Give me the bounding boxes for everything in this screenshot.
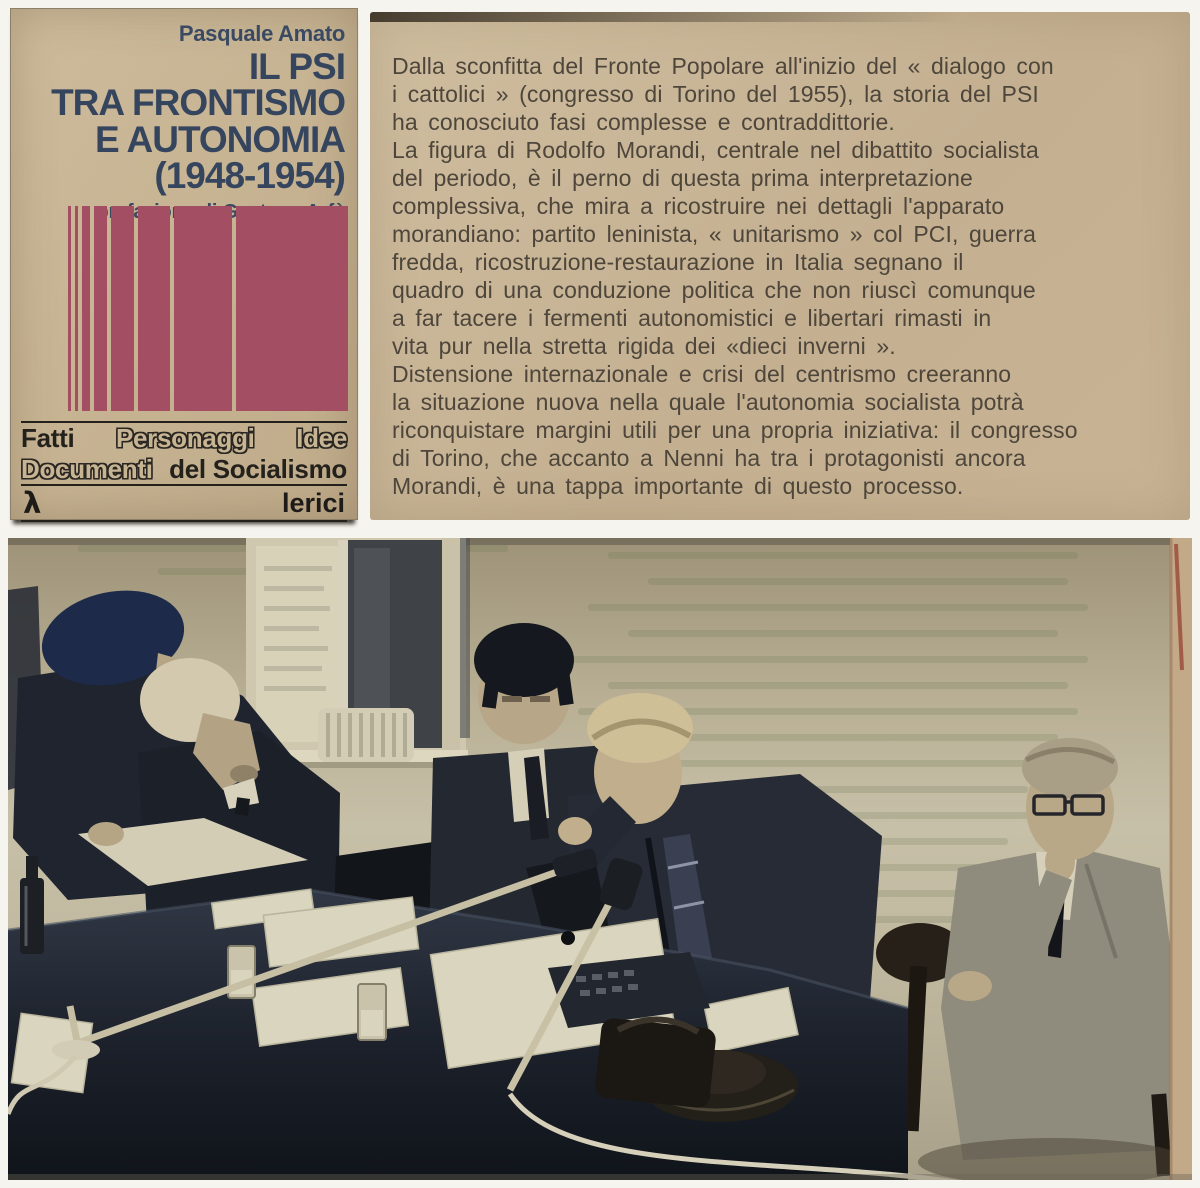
bar [138, 206, 170, 411]
series-label-documenti: Documenti [21, 453, 153, 484]
blurb-line: fredda, ricostruzione-restaurazione in Italia segnano il [392, 249, 964, 275]
blurb-line: riconquistare margini utili per una propria iniziativa: il congresso [392, 417, 1078, 443]
cover-series-footer [21, 421, 347, 522]
back-cover-blurb [370, 12, 1190, 520]
bar [111, 206, 134, 411]
page-edge [1170, 538, 1192, 1180]
bar [236, 206, 348, 411]
bag [594, 1017, 717, 1109]
blurb-line: i cattolici » (congresso di Torino del 1955), la storia del PSI [392, 81, 1039, 107]
blurb-line: La figura di Rodolfo Morandi, centrale nel dibattito socialista [392, 137, 1039, 163]
cover-title-line-1: IL PSI [248, 46, 345, 87]
blurb-line: complessiva, che mira a ricostruire nei dettagli l'apparato [392, 193, 1005, 219]
bar [82, 206, 90, 411]
bar [174, 206, 232, 411]
series-label-idee: Idee [296, 423, 347, 453]
blurb-line: del periodo, è il perno di questa prima interpretazione [392, 165, 973, 191]
radiator [318, 708, 414, 762]
publisher-row [21, 486, 347, 520]
blurb-line: ha conosciuto fasi complesse e contraddittorie. [392, 109, 895, 135]
blurb-line: di Torino, che accanto a Nenni ha tra i protagonisti ancora [392, 445, 1026, 471]
series-row-1 [21, 423, 347, 454]
conference-photograph [8, 538, 1192, 1180]
book-front-cover [10, 8, 358, 520]
blurb-line: la situazione nuova nella quale l'autonomia socialista potrà [392, 389, 1024, 415]
blurb-line: a far tacere i fermenti autonomistici e libertari rimasti in [392, 305, 992, 331]
blurb-line: Distensione internazionale e crisi del centrismo creeranno [392, 361, 1012, 387]
cover-art-bars [68, 206, 348, 411]
cover-author: Pasquale Amato [178, 21, 345, 46]
bar [94, 206, 107, 411]
blurb-line: Morandi, è una tappa importante di questo processo. [392, 473, 964, 499]
bar [75, 206, 78, 411]
series-label-personaggi: Personaggi [115, 423, 255, 453]
blurb-line: quadro di una conduzione politica che non riuscì comunque [392, 277, 1036, 303]
blurb-line: vita pur nella stretta rigida dei «dieci inverni ». [392, 333, 896, 359]
cover-title-line-3: E AUTONOMIA [94, 118, 345, 160]
bar [68, 206, 71, 411]
divider [21, 520, 347, 522]
lambda-logo-icon: λ [23, 486, 42, 521]
photo-illustration [8, 538, 1192, 1180]
cover-title-line-2: TRA FRONTISMO [51, 82, 345, 124]
blurb-line: Dalla sconfitta del Fronte Popolare all'inizio del « dialogo con [392, 53, 1054, 79]
cover-title-line-4: (1948-1954) [154, 154, 345, 196]
publisher-name: lerici [281, 487, 345, 518]
series-row-2 [21, 454, 347, 485]
blurb-line: morandiano: partito leninista, « unitarismo » col PCI, guerra [392, 221, 1037, 247]
series-label-fatti: Fatti [21, 423, 75, 453]
series-label-del-socialismo: del Socialismo [169, 453, 347, 484]
